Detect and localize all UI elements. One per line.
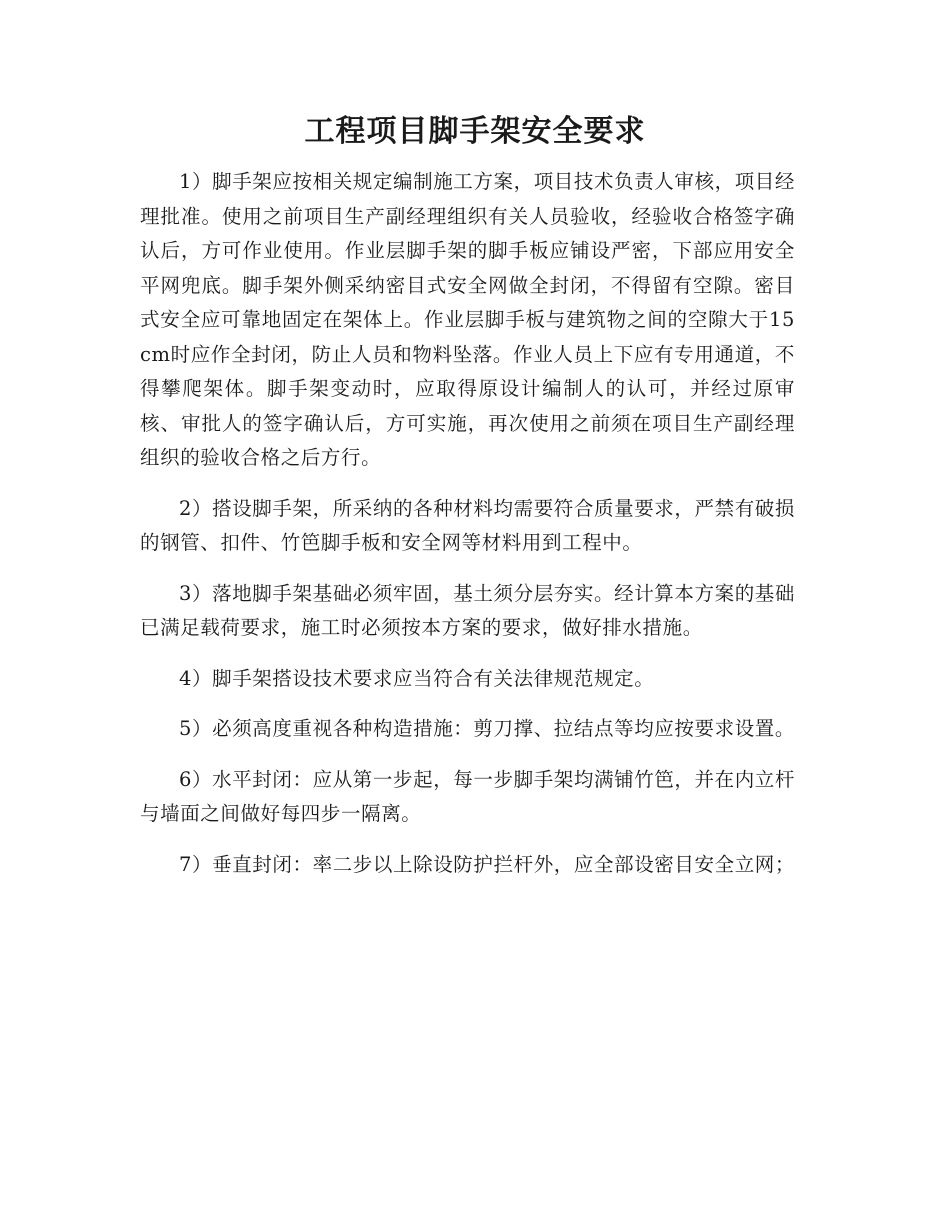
- paragraph-5: 5）必须高度重视各种构造措施：剪刀撑、拉结点等均应按要求设置。: [179, 717, 796, 740]
- paragraph-7: 7）垂直封闭：率二步以上除设防护拦杆外，应全部设密目安全立网；: [179, 852, 796, 876]
- paragraph-4: 4）脚手架搭设技术要求应当符合有关法律规范规定。: [179, 666, 655, 690]
- paragraph-2: 2）搭设脚手架，所采纳的各种材料均需要符合质量要求，严禁有破损的钢管、扣件、竹笆脚手板和安全网等材料用到工程中。: [140, 496, 796, 554]
- document-title: 工程项目脚手架安全要求: [304, 114, 646, 149]
- paragraph-3: 3）落地脚手架基础必须牢固，基土须分层夯实。经计算本方案的基础已满足载荷要求，施工时必须按本方案的要求，做好排水措施。: [140, 581, 796, 639]
- paragraph-6: 6）水平封闭：应从第一步起，每一步脚手架均满铺竹笆，并在内立杆与墙面之间做好每四步一隔离。: [140, 767, 796, 825]
- document-body: [140, 165, 795, 898]
- paragraph-1: 1）脚手架应按相关规定编制施工方案，项目技术负责人审核，项目经理批准。使用之前项目生产副经理组织有关人员验收，经验收合格签字确认后，方可作业使用。作业层脚手架的脚手板应铺设严密，下部应用安全平网兜底。脚手架外侧采纳密目式安全网做全封闭，不得留有空隙。密目式安全应可靠地固定在架体上。作业层脚手板与建筑物之间的空隙大于15cm时应作全封闭，防止人员和物料坠落。作业人员上下应有专用通道，不得攀爬架体。脚手架变动时，应取得原设计编制人的认可，并经过原审核、审批人的签字确认后，方可实施，再次使用之前须在项目生产副经理组织的验收合格之后方行。: [140, 170, 796, 469]
